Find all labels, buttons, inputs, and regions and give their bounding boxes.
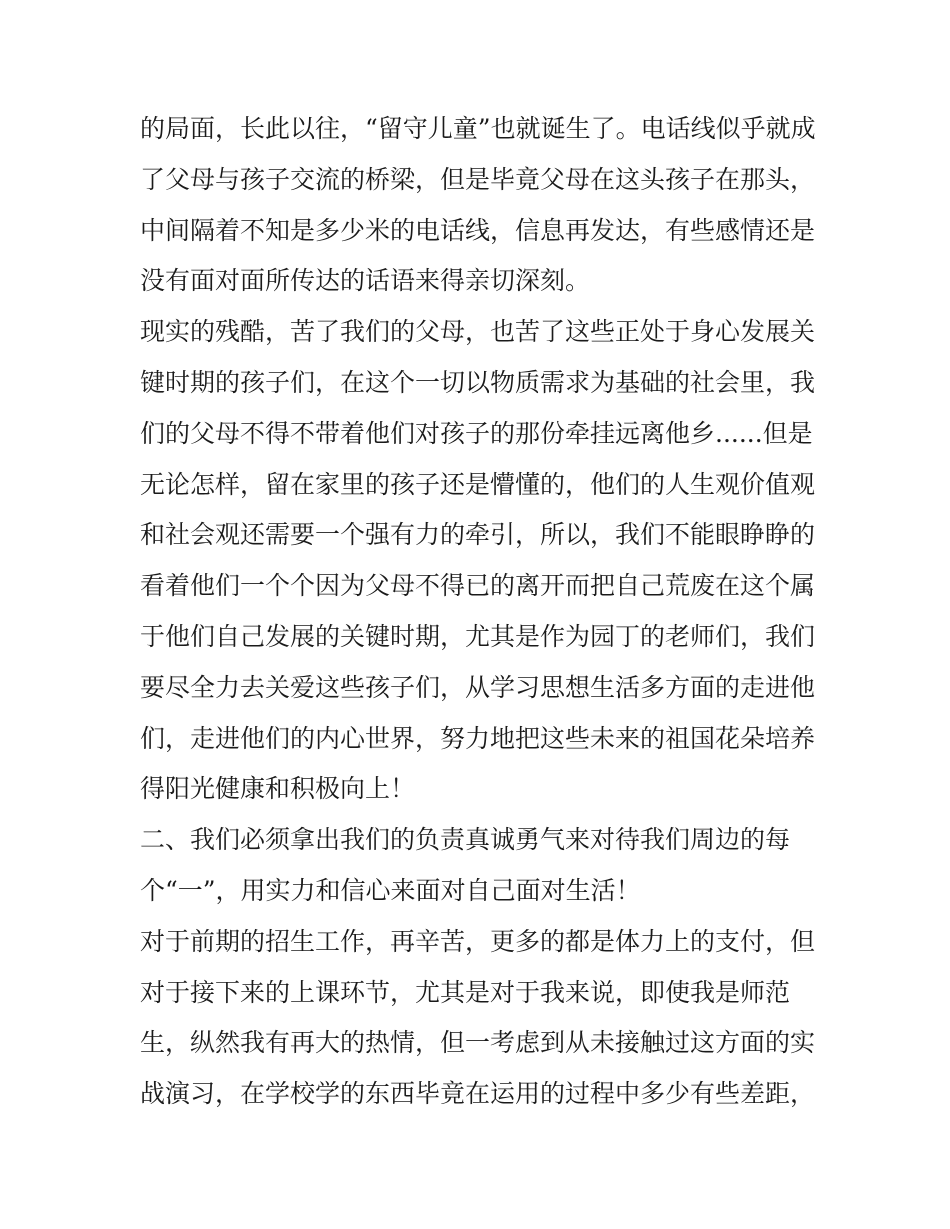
text-line: 中间隔着不知是多少米的电话线，信息再发达，有些感情还是 (140, 215, 816, 245)
text-line: 对于接下来的上课环节，尤其是对于我来说，即使我是师范 (140, 977, 791, 1007)
text-line: 得阳光健康和积极向上！ (140, 774, 416, 804)
text-line: 于他们自己发展的关键时期，尤其是作为园丁的老师们，我们 (140, 621, 816, 651)
text-line: 要尽全力去关爱这些孩子们，从学习思想生活多方面的走进他 (140, 672, 816, 702)
text-line: 们，走进他们的内心世界，努力地把这些未来的祖国花朵培养 (140, 723, 816, 753)
text-line: 生，纵然我有再大的热情，但一考虑到从未接触过这方面的实 (140, 1028, 816, 1058)
text-line: 的局面，长此以往，“留守儿童”也就诞生了。电话线似乎就成 (140, 114, 816, 143)
text-line: 对于前期的招生工作，再辛苦，更多的都是体力上的支付，但 (140, 926, 816, 956)
text-line: 现实的残酷，苦了我们的父母，也苦了这些正处于身心发展关 (140, 317, 816, 347)
text-line: 们的父母不得不带着他们对孩子的那份牵挂远离他乡......但是 (140, 418, 813, 448)
text-line: 二、我们必须拿出我们的负责真诚勇气来对待我们周边的每 (140, 825, 791, 855)
text-line: 战演习，在学校学的东西毕竟在运用的过程中多少有些差距， (140, 1079, 816, 1109)
text-line: 个“一”，用实力和信心来面对自己面对生活！ (140, 875, 641, 905)
text-line: 看着他们一个个因为父母不得已的离开而把自己荒废在这个属 (140, 571, 816, 601)
document-page (140, 104, 820, 1120)
text-line: 键时期的孩子们，在这个一切以物质需求为基础的社会里，我 (140, 367, 816, 397)
text-line: 无论怎样，留在家里的孩子还是懵懂的，他们的人生观价值观 (140, 469, 816, 499)
text-line: 没有面对面所传达的话语来得亲切深刻。 (140, 266, 591, 296)
text-line: 和社会观还需要一个强有力的牵引，所以，我们不能眼睁睁的 (140, 520, 816, 550)
text-line: 了父母与孩子交流的桥梁，但是毕竟父母在这头孩子在那头， (140, 164, 816, 194)
